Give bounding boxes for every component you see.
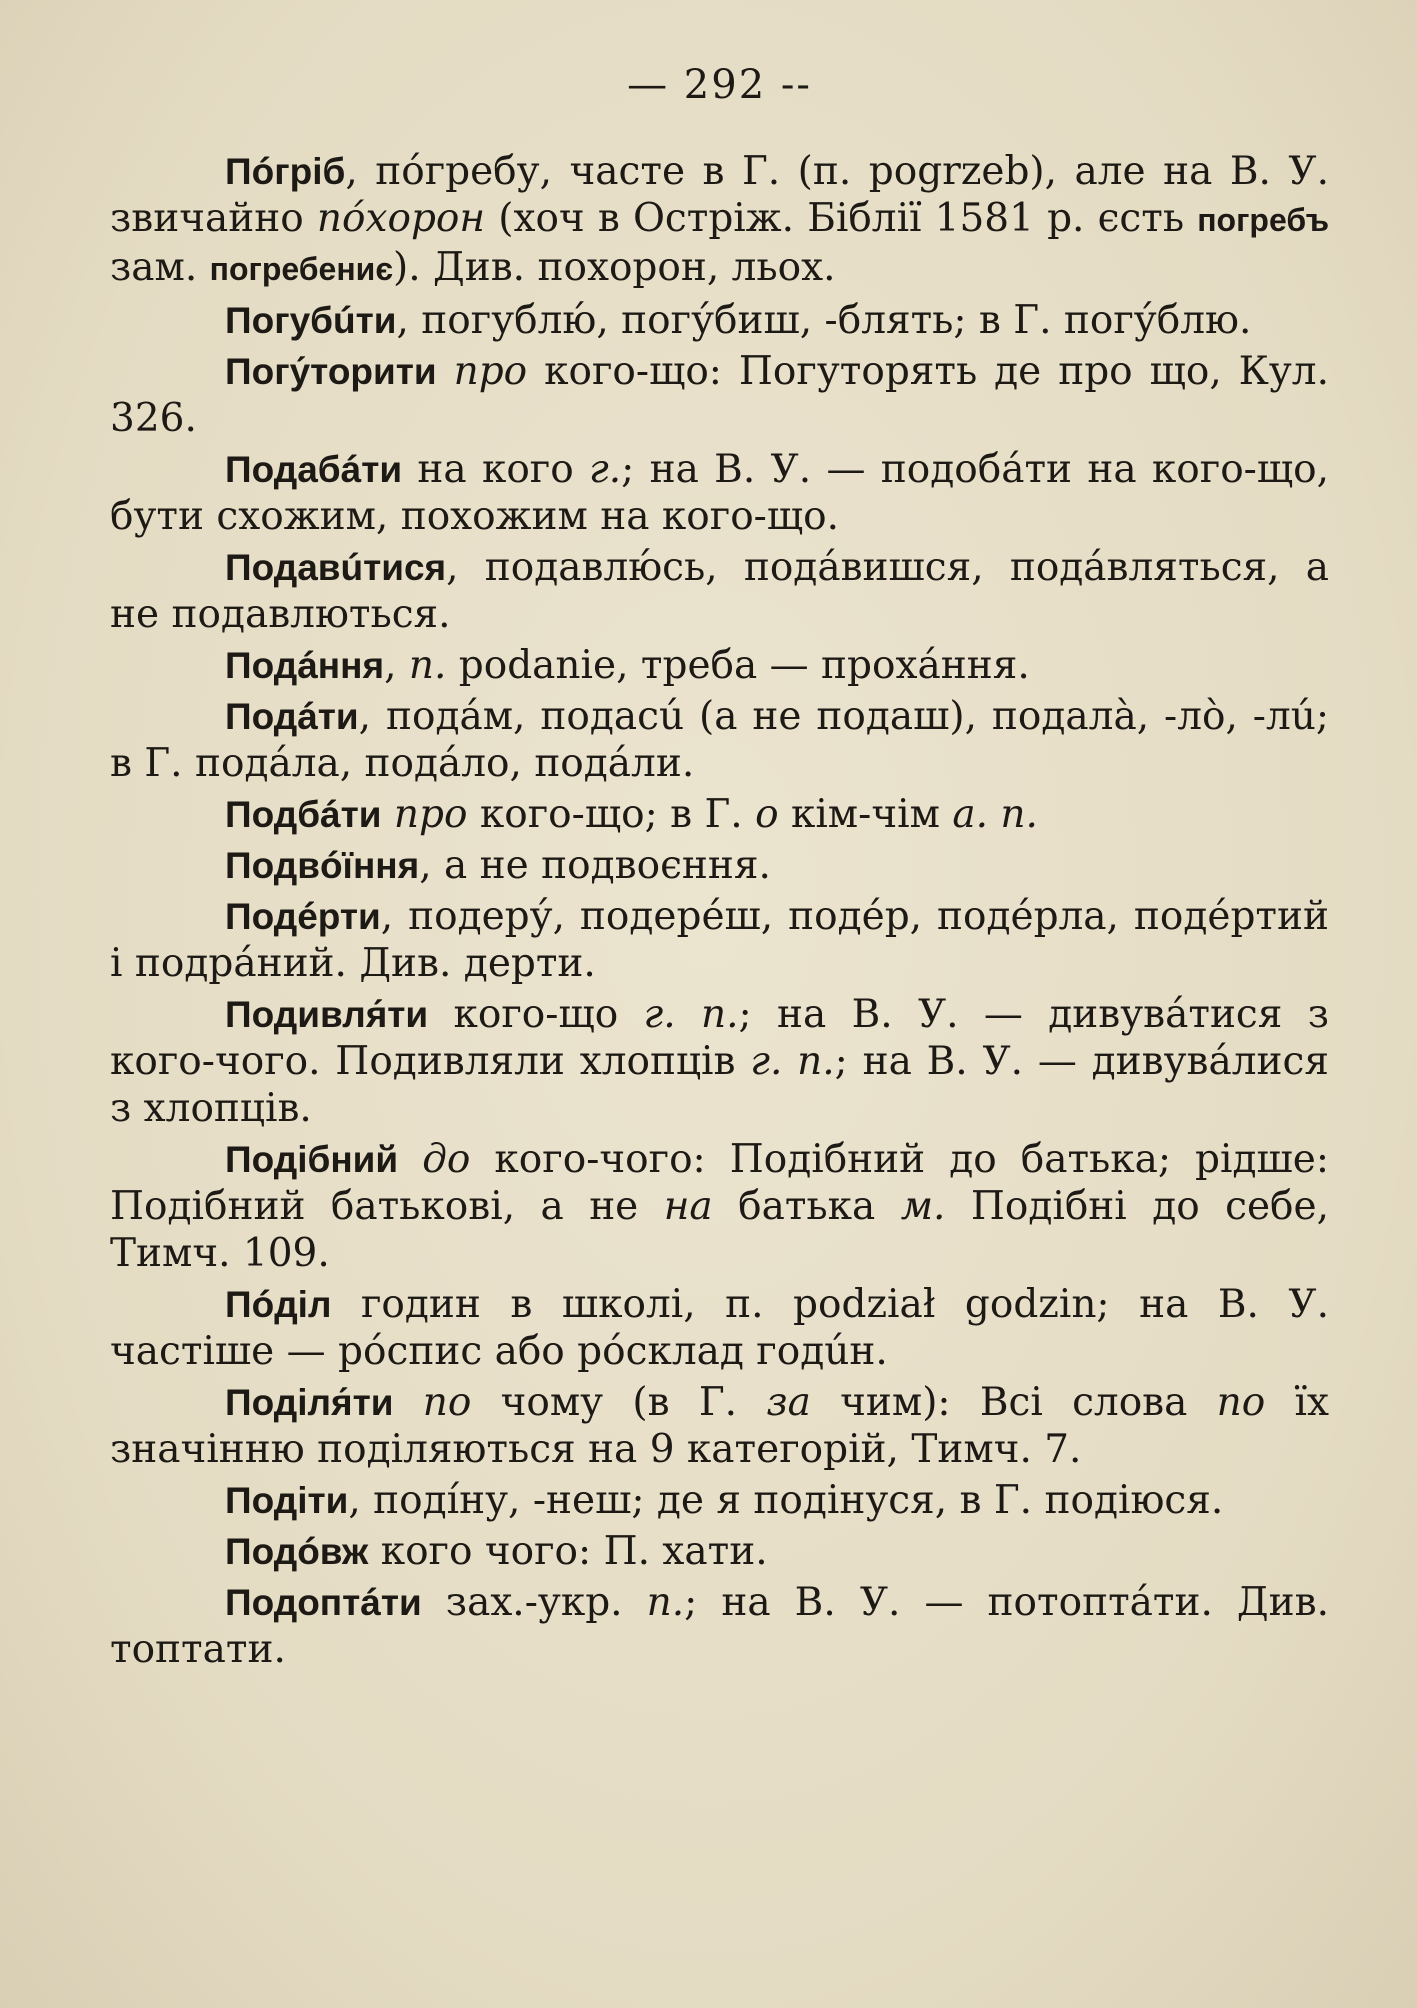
entry-text: годин в школі, п. podział godzin; на В. У. частіше — рóспис або рóсклад годúн. xyxy=(110,1282,1329,1374)
entry-text: ; на В. У. — подобáти на кого-що, бути схожим, похожим на кого-що. xyxy=(110,447,1329,539)
entry-italic-text: о xyxy=(755,792,779,837)
entry-text: ; на В. У. — дивувáтися з кого-чого. Подивляли хлопців xyxy=(110,992,1329,1084)
entry-text: (хоч в Остріж. Біблії 1581 р. єсть xyxy=(485,196,1198,241)
entry-text: на кого xyxy=(402,447,590,492)
entry-headword: Подоптáти xyxy=(225,1582,422,1623)
page-number: — 292 -- xyxy=(627,62,812,108)
entry-italic-text: г. п. xyxy=(643,992,739,1037)
entry-text: , подáм, подасú (а не подаш), подалà, -лò, -лú; в Г. подáла, подáло, подáли. xyxy=(110,694,1329,786)
entry-text: кого-що; в Г. xyxy=(467,792,756,837)
entry-text: , xyxy=(384,643,409,688)
dictionary-entry xyxy=(110,1379,1329,1473)
entry-text: кого-що: Погуторять де про що, Кул. 326. xyxy=(110,349,1329,441)
entry-italic-text: м. xyxy=(900,1184,946,1229)
entry-headword: Подавúтися xyxy=(225,547,447,588)
entry-headword: Погу́торити xyxy=(225,351,437,392)
entry-headword: Поділя́ти xyxy=(225,1382,394,1423)
entry-headword: Пóгріб xyxy=(225,151,346,192)
entry-text: , а не подвоєння. xyxy=(419,843,771,888)
entry-text: , подеру́, подерéш, подéр, подéрла, подéртий і подрáний. Див. дерти. xyxy=(110,894,1329,986)
entry-headword: Подбáти xyxy=(225,794,382,835)
dictionary-entry xyxy=(110,446,1329,540)
dictionary-entry xyxy=(110,1579,1329,1673)
dictionary-entry xyxy=(110,991,1329,1132)
entry-text xyxy=(393,1380,422,1425)
entry-italic-text: п. xyxy=(646,1580,685,1625)
entry-text: батька xyxy=(712,1184,901,1229)
dictionary-entry xyxy=(110,297,1329,344)
entry-text xyxy=(437,349,454,394)
dictionary-entry xyxy=(110,893,1329,987)
dictionary-entry xyxy=(110,1528,1329,1575)
entry-italic-text: по xyxy=(422,1380,472,1425)
entry-headword: Подвóїння xyxy=(225,845,420,886)
dictionary-entry xyxy=(110,1136,1329,1277)
entry-text: чому (в Г. xyxy=(471,1380,767,1425)
entry-headword: Погубúти xyxy=(225,300,397,341)
entry-text: кого чого: П. хати. xyxy=(368,1529,768,1574)
entry-italic-text: г. xyxy=(589,447,622,492)
dictionary-entry xyxy=(110,791,1329,838)
dictionary-entry xyxy=(110,1281,1329,1375)
entry-italic-text: на xyxy=(663,1184,713,1229)
entry-text: кого-чого: Подібний до батька; рідше: Подібний батькові, а не xyxy=(110,1137,1329,1229)
entry-italic-text: за xyxy=(766,1380,811,1425)
entry-text: ; на В. У. — потоптáти. Див. топтати. xyxy=(110,1580,1329,1672)
entry-headword: Подабáти xyxy=(225,449,403,490)
entry-text: кого-що xyxy=(428,992,644,1037)
entry-headword: Подивля́ти xyxy=(225,994,429,1035)
dictionary-entry xyxy=(110,642,1329,689)
entry-headword: Подібний xyxy=(225,1139,399,1180)
entry-text: чим): Всі слова xyxy=(810,1380,1217,1425)
entry-italic-text: по xyxy=(1216,1380,1266,1425)
entry-headword: Подáння xyxy=(225,645,385,686)
entry-text: кім-чім xyxy=(778,792,953,837)
entry-italic-text: про xyxy=(453,349,528,394)
entry-headword: Подóвж xyxy=(225,1531,369,1572)
entry-italic-text: про xyxy=(393,792,468,837)
entry-text: ). Див. похорон, льох. xyxy=(393,245,836,290)
dictionary-entry xyxy=(110,842,1329,889)
dictionary-entry xyxy=(110,348,1329,442)
entry-text: Подібні до себе, Тимч. 109. xyxy=(110,1184,1329,1276)
entries-list xyxy=(110,148,1329,1673)
entry-text: , погублю́, погу́биш, -блять; в Г. погу́блю. xyxy=(396,298,1252,343)
entry-text xyxy=(398,1137,422,1182)
dictionary-entry xyxy=(110,148,1329,293)
dictionary-entry xyxy=(110,1477,1329,1524)
entry-church-slavonic: погребениє xyxy=(209,251,394,287)
entry-text: зах.-укр. xyxy=(421,1580,647,1625)
entry-text: їх значінню поділяються на 9 категорій, Тимч. 7. xyxy=(110,1380,1329,1472)
entry-headword: Подáти xyxy=(225,696,359,737)
entry-headword: Подіти xyxy=(225,1480,349,1521)
entry-text: podanie, треба — прохáння. xyxy=(446,643,1030,688)
entry-headword: Подéрти xyxy=(225,896,381,937)
dictionary-entry xyxy=(110,693,1329,787)
entry-text: ; на В. У. — дивувáлися з хлопців. xyxy=(110,1039,1329,1131)
entry-italic-text: п. xyxy=(408,643,447,688)
entry-italic-text: г. п. xyxy=(750,1039,835,1084)
entry-text: зам. xyxy=(110,245,210,290)
entry-text: , пóгребу, часте в Г. (п. pogrzeb), але на В. У. звичайно xyxy=(110,149,1329,241)
dictionary-entry xyxy=(110,544,1329,638)
entry-church-slavonic: погребъ xyxy=(1197,202,1330,238)
entry-italic-text: до xyxy=(422,1137,471,1182)
entry-headword: Пóділ xyxy=(225,1284,332,1325)
entry-text: , подíну, -неш; де я подінуся, в Г. подіюся. xyxy=(348,1478,1224,1523)
entry-italic-text: а. п. xyxy=(952,792,1038,837)
entry-text: , подавлю́сь, подáвишся, подáвляться, а не подавлються. xyxy=(110,545,1329,637)
entry-text xyxy=(382,792,394,837)
entry-italic-text: пóхорон xyxy=(316,196,486,241)
